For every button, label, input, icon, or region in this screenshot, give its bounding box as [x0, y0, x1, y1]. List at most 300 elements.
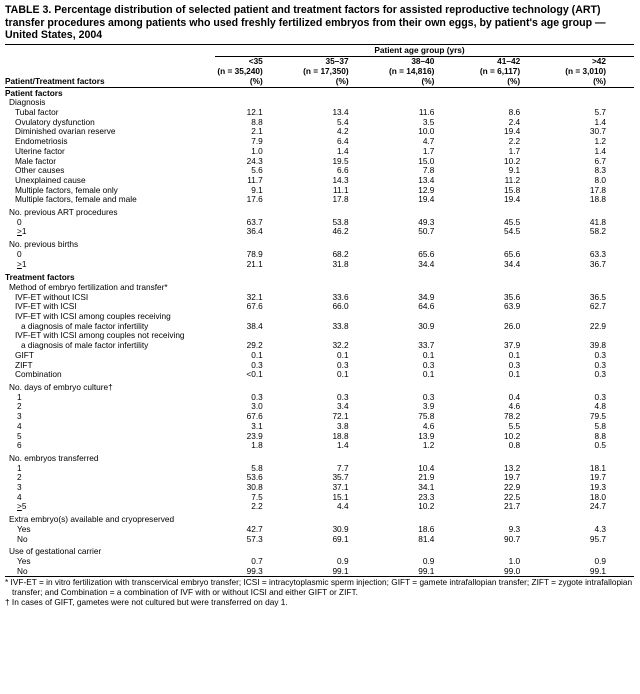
- value-cell: 79.5: [589, 411, 607, 422]
- row-label: No. previous ART procedures: [9, 207, 118, 218]
- value-cell: [462, 515, 548, 525]
- value-cell: 30.7: [589, 126, 607, 137]
- value-cell: 9.1: [508, 165, 521, 176]
- value-cell: 99.1: [418, 565, 435, 576]
- value-cell: 21.9: [418, 472, 435, 483]
- value-cell: 4.6: [508, 401, 521, 412]
- value-cell: 1.4: [337, 145, 349, 156]
- value-cell: 0.3: [594, 359, 607, 370]
- value-cell: 5.5: [508, 420, 521, 431]
- value-cell: 45.5: [504, 216, 521, 227]
- row-label: >1: [17, 258, 27, 269]
- row-label: Multiple factors, female and male: [15, 194, 137, 205]
- col-n-3: (n = 6,117): [479, 66, 521, 76]
- value-cell: 58.2: [589, 226, 607, 237]
- value-cell: 69.1: [332, 533, 349, 544]
- value-cell: 7.7: [337, 462, 349, 473]
- footnote-abbreviations: * IVF-ET = in vitro fertilization with transcervical embryo transfer; ICSI = intracytoplasmic sperm injection; GIFT = gamete intrafallopian transfer; ZIFT = zygote intrafallopian transfer; and Combination = a combination of IVF with or without ICSI and either GIFT or ZIFT.: [5, 577, 633, 597]
- value-cell: 12.1: [246, 107, 263, 117]
- table-row: [5, 525, 634, 535]
- value-cell: 0.1: [251, 349, 263, 360]
- value-cell: 37.9: [504, 340, 521, 351]
- value-cell: 30.8: [246, 482, 263, 493]
- value-cell: 6.4: [337, 136, 349, 147]
- value-cell: 1.8: [251, 440, 263, 451]
- value-cell: 4.2: [337, 126, 349, 137]
- value-cell: 0.8: [508, 440, 521, 451]
- value-cell: 39.8: [589, 340, 607, 351]
- value-cell: 2.1: [251, 126, 263, 137]
- row-label: Ovulatory dysfunction: [15, 116, 95, 127]
- value-cell: 50.7: [418, 226, 435, 237]
- value-cell: 0.3: [594, 349, 607, 360]
- col-n-4: (n = 3,010): [565, 66, 607, 76]
- table-row: [5, 108, 634, 118]
- section-row: [5, 88, 634, 99]
- value-cell: [462, 98, 548, 108]
- row-label: GIFT: [15, 349, 34, 360]
- value-cell: 5.8: [594, 420, 607, 431]
- value-cell: 1.2: [594, 136, 607, 147]
- value-cell: 0.1: [508, 349, 521, 360]
- value-cell: 64.6: [418, 301, 435, 312]
- value-cell: 0.3: [422, 391, 435, 402]
- value-cell: 99.1: [332, 565, 349, 576]
- value-cell: 67.6: [246, 411, 263, 422]
- value-cell: 8.3: [594, 165, 607, 176]
- value-cell: 8.8: [251, 116, 263, 127]
- value-cell: 4.7: [422, 136, 435, 147]
- table-row: [5, 351, 634, 361]
- table-row: [5, 567, 634, 577]
- value-cell: 19.5: [332, 155, 349, 166]
- row-label: No. days of embryo culture†: [9, 381, 113, 392]
- row-label: Combination: [15, 369, 62, 380]
- col-unit-4: (%): [593, 75, 607, 86]
- value-cell: 10.2: [504, 430, 521, 441]
- value-cell: 11.7: [247, 174, 263, 185]
- value-cell: 2.2: [508, 136, 521, 147]
- category-row: [5, 515, 634, 525]
- value-cell: 18.8: [589, 194, 607, 205]
- value-cell: 12.9: [418, 184, 435, 195]
- table-row: [5, 370, 634, 380]
- value-cell: 5.7: [594, 107, 607, 117]
- table-row: [5, 412, 634, 422]
- col-n-0: (n = 35,240): [217, 66, 263, 76]
- value-cell: 32.2: [332, 340, 349, 351]
- row-label: IVF-ET without ICSI: [15, 291, 89, 302]
- value-cell: 8.8: [594, 430, 607, 441]
- value-cell: 32.1: [246, 291, 263, 302]
- value-cell: 4.6: [422, 420, 435, 431]
- value-cell: 65.6: [418, 248, 435, 259]
- category-row: [5, 383, 634, 393]
- row-label: >5: [17, 501, 27, 512]
- row-label: IVF-ET with ICSI among couples not receiving: [15, 330, 185, 341]
- value-cell: 5.6: [251, 165, 263, 176]
- data-table: [5, 45, 634, 577]
- value-cell: 0.3: [508, 359, 521, 370]
- value-cell: [291, 547, 377, 557]
- table-row: [5, 218, 634, 228]
- value-cell: 6.6: [337, 165, 349, 176]
- row-label: No. previous births: [9, 239, 79, 250]
- value-cell: 1.0: [251, 145, 263, 156]
- value-cell: [462, 547, 548, 557]
- col-age-4: >42: [591, 56, 607, 67]
- value-cell: 41.8: [589, 216, 607, 227]
- value-cell: 90.7: [504, 533, 521, 544]
- value-cell: 3.9: [422, 401, 435, 412]
- col-unit-1: (%): [335, 75, 349, 86]
- row-label: Extra embryo(s) available and cryopreserved: [9, 514, 175, 525]
- value-cell: 78.2: [504, 411, 521, 422]
- value-cell: 24.7: [589, 501, 607, 512]
- value-cell: 1.4: [594, 145, 607, 156]
- row-label: No. embryos transferred: [9, 452, 99, 463]
- table-row: [5, 557, 634, 567]
- value-cell: 2.4: [508, 116, 521, 127]
- value-cell: 0.1: [337, 349, 349, 360]
- value-cell: 99.1: [589, 565, 607, 576]
- value-cell: 0.3: [594, 369, 607, 380]
- value-cell: 19.7: [504, 472, 521, 483]
- row-label: 4: [17, 420, 22, 431]
- value-cell: 0.9: [337, 555, 349, 566]
- value-cell: 3.5: [422, 116, 435, 127]
- value-cell: 38.4: [246, 320, 263, 331]
- value-cell: 10.2: [504, 155, 521, 166]
- table-row: [5, 502, 634, 512]
- table-row: [5, 473, 634, 483]
- row-label: a diagnosis of male factor infertility: [21, 320, 149, 331]
- value-cell: 18.1: [589, 462, 607, 473]
- value-cell: 37.1: [332, 482, 349, 493]
- table-row: [5, 493, 634, 503]
- value-cell: 46.2: [332, 226, 349, 237]
- value-cell: 95.7: [589, 533, 607, 544]
- value-cell: 9.1: [251, 184, 263, 195]
- value-cell: 0.1: [422, 369, 435, 380]
- row-label: Uterine factor: [15, 145, 65, 156]
- row-label: 2: [17, 401, 22, 412]
- table-row: [5, 127, 634, 137]
- table-row: [5, 157, 634, 167]
- table-row: [5, 260, 634, 270]
- table-row: [5, 432, 634, 442]
- row-label: Use of gestational carrier: [9, 546, 102, 557]
- value-cell: [377, 383, 463, 393]
- greater-equal-symbol: >: [17, 258, 22, 269]
- value-cell: 0.1: [422, 349, 435, 360]
- row-label: 5: [17, 430, 22, 441]
- category-row: [5, 98, 634, 108]
- value-cell: [291, 383, 377, 393]
- table-row: [5, 361, 634, 371]
- value-cell: 72.1: [332, 411, 349, 422]
- value-cell: 15.1: [332, 491, 349, 502]
- greater-equal-symbol: >: [17, 226, 22, 237]
- value-cell: [377, 547, 463, 557]
- row-label: 0: [17, 248, 22, 259]
- value-cell: 4.8: [594, 401, 607, 412]
- value-cell: 0.3: [422, 359, 435, 370]
- value-cell: 63.9: [504, 301, 521, 312]
- value-cell: 7.5: [251, 491, 263, 502]
- value-cell: [548, 383, 634, 393]
- value-cell: 42.7: [246, 523, 263, 534]
- row-label: Other causes: [15, 165, 65, 176]
- value-cell: 0.1: [508, 369, 521, 380]
- value-cell: 63.7: [246, 216, 263, 227]
- value-cell: 33.6: [332, 291, 349, 302]
- value-cell: 14.3: [332, 174, 349, 185]
- table-row: [5, 483, 634, 493]
- table-body: [5, 88, 634, 577]
- value-cell: [548, 515, 634, 525]
- category-row: [5, 454, 634, 464]
- row-label: Tubal factor: [15, 107, 59, 117]
- value-cell: 57.3: [246, 533, 263, 544]
- table-row: [5, 293, 634, 303]
- value-cell: 0.3: [251, 359, 263, 370]
- value-cell: <0.1: [246, 369, 263, 380]
- value-cell: 1.4: [594, 116, 607, 127]
- row-label: IVF-ET with ICSI: [15, 301, 77, 312]
- row-label: Treatment factors: [5, 272, 75, 283]
- row-label: 1: [17, 391, 22, 402]
- value-cell: 0.3: [337, 359, 349, 370]
- value-cell: 10.0: [418, 126, 435, 137]
- value-cell: 66.0: [332, 301, 349, 312]
- value-cell: [205, 547, 291, 557]
- row-label: No: [17, 533, 28, 544]
- value-cell: 54.5: [504, 226, 521, 237]
- value-cell: 36.4: [246, 226, 263, 237]
- value-cell: 7.9: [251, 136, 263, 147]
- value-cell: 15.8: [504, 184, 521, 195]
- value-cell: 1.7: [422, 145, 435, 156]
- value-cell: 0.7: [251, 555, 263, 566]
- col-unit-2: (%): [421, 75, 435, 86]
- table-row: [5, 402, 634, 412]
- value-cell: 22.9: [589, 320, 607, 331]
- value-cell: 6.7: [594, 155, 607, 166]
- value-cell: 13.4: [332, 107, 349, 117]
- table-row: [5, 393, 634, 403]
- value-cell: 99.3: [246, 565, 263, 576]
- value-cell: 36.5: [589, 291, 607, 302]
- value-cell: 13.9: [418, 430, 435, 441]
- col-age-3: 41–42: [497, 56, 521, 67]
- value-cell: 33.7: [418, 340, 435, 351]
- value-cell: 24.3: [246, 155, 263, 166]
- row-label: Male factor: [15, 155, 57, 166]
- category-row: [5, 208, 634, 218]
- value-cell: 22.5: [504, 491, 521, 502]
- row-label: Diagnosis: [9, 97, 46, 108]
- row-label: Multiple factors, female only: [15, 184, 118, 195]
- value-cell: 3.1: [251, 420, 263, 431]
- value-cell: 17.8: [332, 194, 349, 205]
- table-row: [5, 166, 634, 176]
- value-cell: 3.8: [337, 420, 349, 431]
- value-cell: 19.4: [504, 126, 521, 137]
- value-cell: 9.3: [508, 523, 521, 534]
- value-cell: 0.3: [251, 391, 263, 402]
- value-cell: 3.0: [251, 401, 263, 412]
- value-cell: 29.2: [246, 340, 263, 351]
- value-cell: 78.9: [246, 248, 263, 259]
- value-cell: 11.1: [333, 184, 349, 195]
- age-group-header: Patient age group (yrs): [374, 44, 465, 55]
- col-n-1: (n = 17,350): [303, 66, 349, 76]
- value-cell: 21.7: [504, 501, 521, 512]
- value-cell: 65.6: [504, 248, 521, 259]
- row-label: Patient factors: [5, 87, 63, 98]
- col-unit-0: (%): [249, 75, 263, 86]
- value-cell: 68.2: [332, 248, 349, 259]
- value-cell: 23.9: [246, 430, 263, 441]
- row-label: 1: [17, 462, 22, 473]
- table-row: [5, 535, 634, 545]
- value-cell: 0.5: [594, 440, 607, 451]
- value-cell: 8.0: [594, 174, 607, 185]
- value-cell: 19.7: [589, 472, 607, 483]
- value-cell: 33.8: [332, 320, 349, 331]
- value-cell: 8.6: [508, 107, 521, 117]
- col-age-2: 38–40: [411, 56, 435, 67]
- value-cell: 67.6: [246, 301, 263, 312]
- value-cell: 10.2: [418, 501, 435, 512]
- value-cell: 0.9: [594, 555, 607, 566]
- value-cell: 11.2: [504, 174, 521, 185]
- value-cell: 19.3: [589, 482, 607, 493]
- value-cell: 19.4: [504, 194, 521, 205]
- row-label: 4: [17, 491, 22, 502]
- value-cell: [291, 454, 377, 464]
- value-cell: 2.2: [251, 501, 263, 512]
- value-cell: 19.4: [418, 194, 435, 205]
- category-row: [5, 240, 634, 250]
- value-cell: 0.3: [337, 391, 349, 402]
- category-row: [5, 283, 634, 293]
- row-label: 6: [17, 440, 22, 451]
- value-cell: [548, 98, 634, 108]
- value-cell: 18.8: [332, 430, 349, 441]
- value-cell: 0.4: [508, 391, 521, 402]
- row-label: No: [17, 565, 28, 576]
- value-cell: 10.4: [418, 462, 435, 473]
- value-cell: 34.9: [418, 291, 435, 302]
- value-cell: 62.7: [589, 301, 607, 312]
- value-cell: 1.2: [422, 440, 435, 451]
- value-cell: 1.0: [508, 555, 521, 566]
- value-cell: 1.7: [508, 145, 521, 156]
- value-cell: 30.9: [418, 320, 435, 331]
- row-label: 3: [17, 482, 22, 493]
- value-cell: 26.0: [504, 320, 521, 331]
- value-cell: 81.4: [418, 533, 435, 544]
- table-row: [5, 195, 634, 205]
- col-age-1: 35–37: [325, 56, 349, 67]
- value-cell: 21.1: [246, 258, 263, 269]
- greater-equal-symbol: >: [17, 501, 22, 512]
- value-cell: 0.1: [337, 369, 349, 380]
- footnote-gift: † In cases of GIFT, gametes were not cultured but were transferred on day 1.: [5, 596, 288, 607]
- table-row: [5, 422, 634, 432]
- value-cell: 13.4: [418, 174, 435, 185]
- table-title: TABLE 3. Percentage distribution of selected patient and treatment factors for assisted reproductive technology (ART) transfer procedures among patients who used freshly fertilized embryos from their own eggs, by patient's age group — United States, 2004: [5, 4, 606, 41]
- value-cell: 53.8: [332, 216, 349, 227]
- footnotes: [5, 578, 634, 607]
- value-cell: 49.3: [418, 216, 435, 227]
- value-cell: 4.3: [594, 523, 607, 534]
- value-cell: 53.6: [246, 472, 263, 483]
- value-cell: 1.4: [337, 440, 349, 451]
- table-row: [5, 137, 634, 147]
- value-cell: 63.3: [589, 248, 607, 259]
- row-label: ZIFT: [15, 359, 33, 370]
- value-cell: 17.8: [589, 184, 607, 195]
- row-label: a diagnosis of male factor infertility: [21, 340, 149, 351]
- row-label: Endometriosis: [15, 136, 68, 147]
- value-cell: 0.3: [594, 391, 607, 402]
- row-label: IVF-ET with ICSI among couples receiving: [15, 311, 171, 322]
- row-label: >1: [17, 226, 27, 237]
- value-cell: 22.9: [504, 482, 521, 493]
- category-row: [5, 547, 634, 557]
- value-cell: 31.8: [332, 258, 349, 269]
- table-row: [5, 464, 634, 474]
- table-row: [5, 341, 634, 351]
- table-row: [5, 147, 634, 157]
- value-cell: [205, 454, 291, 464]
- table-row: [5, 250, 634, 260]
- value-cell: 34.1: [418, 482, 435, 493]
- value-cell: 23.3: [418, 491, 435, 502]
- value-cell: 18.6: [418, 523, 435, 534]
- table-row: [5, 441, 634, 451]
- col-unit-3: (%): [507, 75, 521, 86]
- row-label: Yes: [17, 523, 31, 534]
- value-cell: 35.7: [332, 472, 349, 483]
- row-label: 0: [17, 216, 22, 227]
- col-n-2: (n = 14,816): [388, 66, 435, 76]
- value-cell: 34.4: [418, 258, 435, 269]
- value-cell: 30.9: [332, 523, 349, 534]
- value-cell: 11.6: [418, 107, 435, 117]
- value-cell: 5.4: [337, 116, 349, 127]
- value-cell: 4.4: [337, 501, 349, 512]
- value-cell: 5.8: [251, 462, 263, 473]
- value-cell: 18.0: [589, 491, 607, 502]
- row-label: Unexplained cause: [15, 174, 86, 185]
- value-cell: 17.6: [246, 194, 263, 205]
- value-cell: 3.4: [337, 401, 349, 412]
- value-cell: 35.6: [504, 291, 521, 302]
- value-cell: 7.8: [422, 165, 435, 176]
- value-cell: 99.0: [504, 565, 521, 576]
- row-label: Method of embryo fertilization and transfer*: [9, 281, 168, 292]
- value-cell: 15.0: [418, 155, 435, 166]
- row-label: Diminished ovarian reserve: [15, 126, 116, 137]
- value-cell: [462, 383, 548, 393]
- value-cell: 0.9: [422, 555, 435, 566]
- col-age-0: <35: [248, 56, 263, 67]
- value-cell: [548, 547, 634, 557]
